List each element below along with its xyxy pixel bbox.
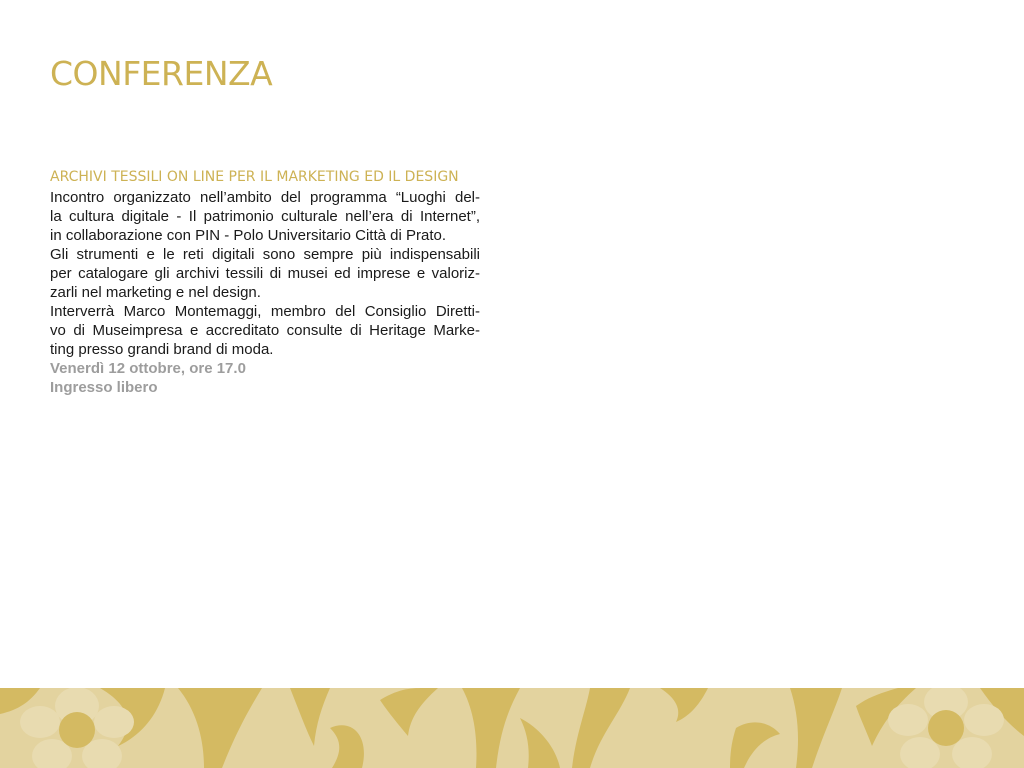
description-line: la cultura digitale - Il patrimonio culturale nell’era di Internet”, xyxy=(50,208,480,225)
event-heading: ARCHIVI TESSILI ON LINE PER IL MARKETING ED IL DESIGN xyxy=(50,169,459,185)
event-date: Venerdì 12 ottobre, ore 17.0 xyxy=(50,360,246,377)
event-meta xyxy=(50,359,480,397)
event-description xyxy=(50,188,480,359)
description-line: in collaborazione con PIN - Polo Universitario Città di Prato. xyxy=(50,227,447,244)
description-line: Gli strumenti e le reti digitali sono sempre più indispensabili xyxy=(50,246,480,263)
description-line: zarli nel marketing e nel design. xyxy=(50,284,261,301)
page-title: CONFERENZA xyxy=(50,54,273,93)
description-line: per catalogare gli archivi tessili di musei ed imprese e valoriz- xyxy=(50,265,480,282)
description-line: vo di Museimpresa e accreditato consulte di Heritage Marke- xyxy=(50,322,480,339)
floral-footer-pattern xyxy=(0,688,1024,768)
event-admission: Ingresso libero xyxy=(50,379,158,396)
description-line: ting presso grandi brand di moda. xyxy=(50,341,274,358)
description-line: Incontro organizzato nell’ambito del programma “Luoghi del- xyxy=(50,189,480,206)
event-content xyxy=(50,167,480,397)
description-line: Interverrà Marco Montemaggi, membro del Consiglio Diretti- xyxy=(50,303,480,320)
